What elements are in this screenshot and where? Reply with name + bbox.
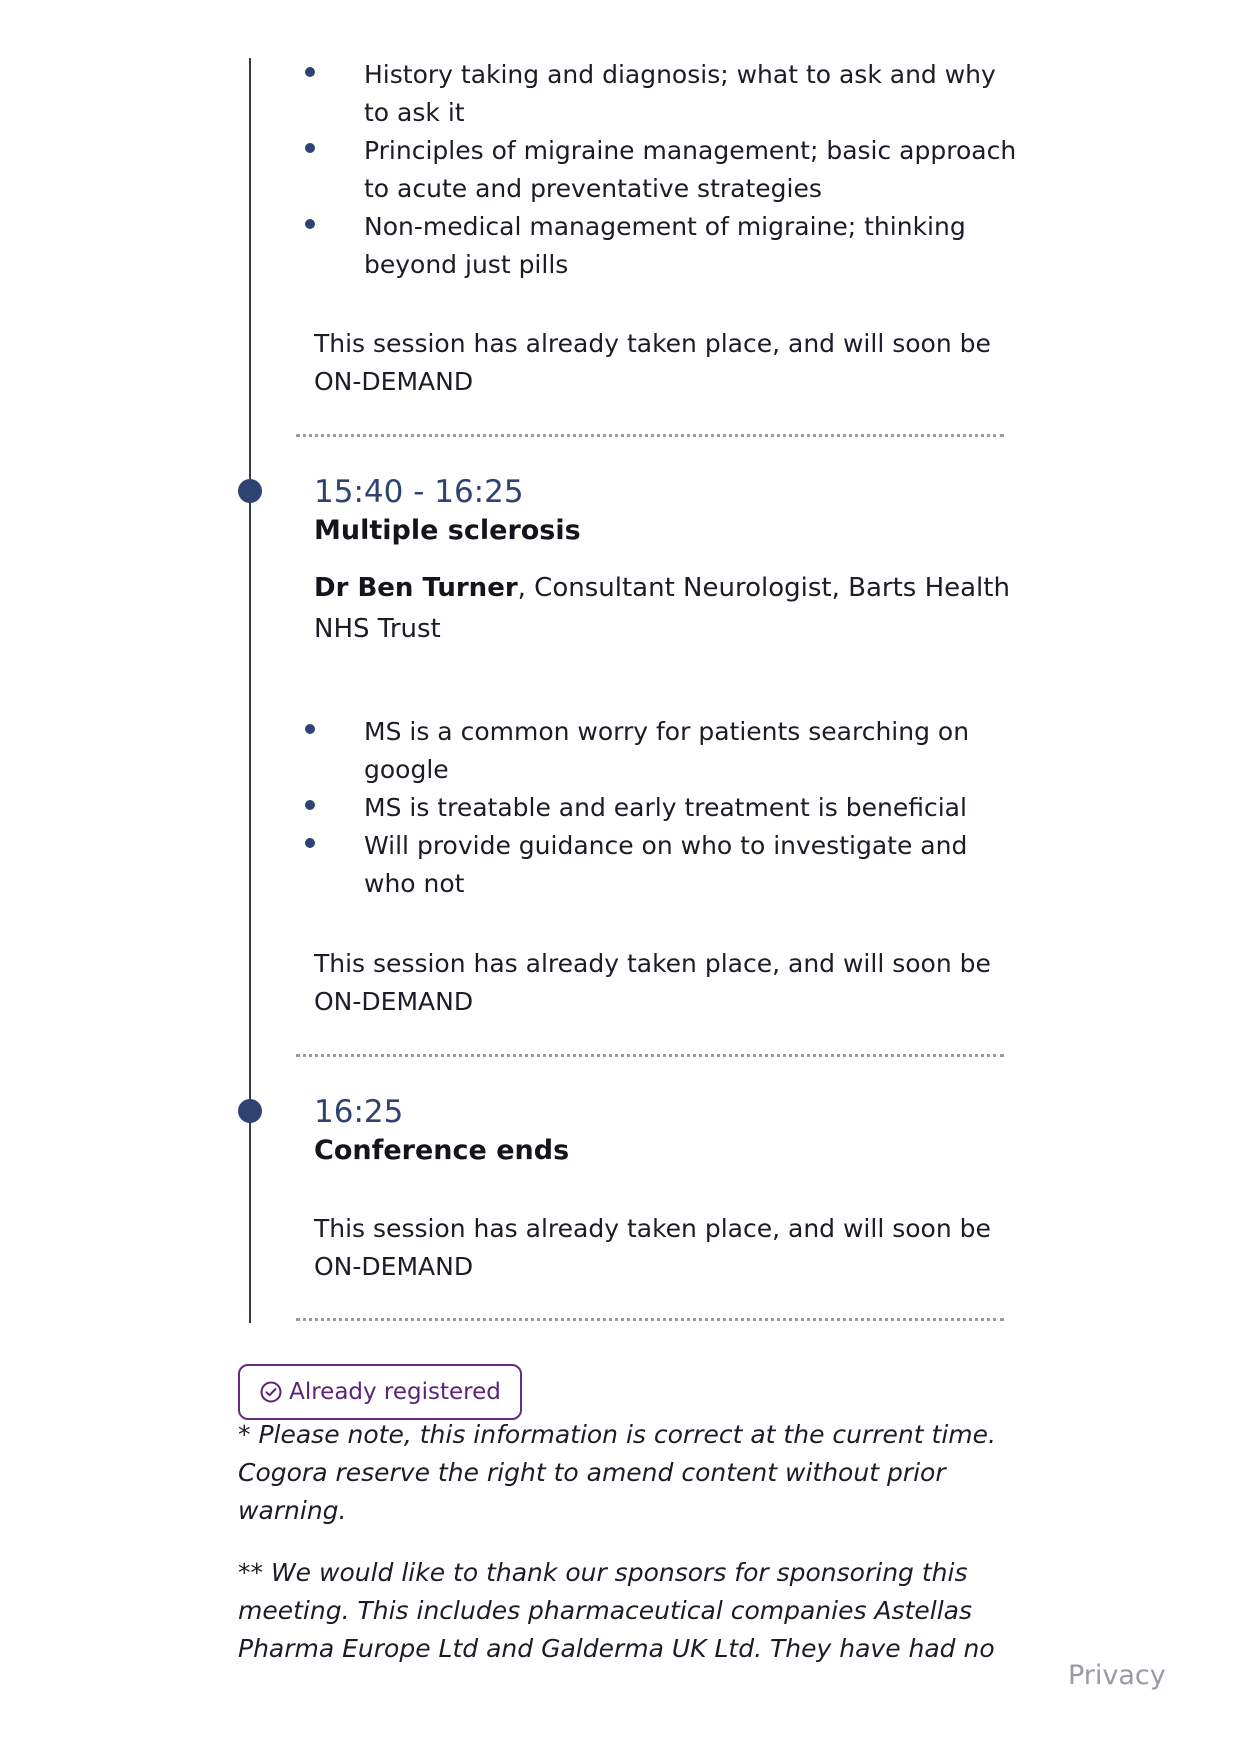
- session-ms-note: This session has already taken place, and will soon be ON-DEMAND: [314, 949, 991, 1016]
- disclaimer-note-2: ** We would like to thank our sponsors for sponsoring this meeting. This includes pharmaceutical companies Astellas Pharma Europe Ltd and Galderma UK Ltd. They have had no: [238, 1558, 995, 1663]
- list-item: Non-medical management of migraine; thinking beyond just pills: [300, 208, 1020, 284]
- check-circle-icon: [259, 1380, 283, 1404]
- session-end: [314, 1092, 1014, 1170]
- divider: [296, 1318, 1004, 1321]
- session-title: Conference ends: [314, 1135, 570, 1166]
- list-item: Will provide guidance on who to investigate and who not: [300, 827, 1020, 903]
- list-item: MS is a common worry for patients searching on google: [300, 713, 1020, 789]
- session-prev-bullets: [300, 56, 1020, 284]
- disclaimer-note-1: * Please note, this information is correct at the current time. Cogora reserve the right to amend content without prior warning.: [238, 1420, 996, 1525]
- list-item: MS is treatable and early treatment is beneficial: [300, 789, 1020, 827]
- session-time: 15:40 - 16:25: [314, 474, 524, 510]
- list-item: Principles of migraine management; basic approach to acute and preventative strategies: [300, 132, 1020, 208]
- divider: [296, 1054, 1004, 1057]
- bullet-icon: [305, 143, 315, 153]
- bullet-icon: [305, 838, 315, 848]
- speaker-role: , Consultant Neurologist, Barts Health NHS Trust: [314, 573, 1010, 644]
- speaker-name: Dr Ben Turner: [314, 573, 518, 603]
- session-title: Multiple sclerosis: [314, 515, 581, 546]
- privacy-link[interactable]: Privacy: [1068, 1660, 1166, 1691]
- session-ms-bullets: [300, 713, 1020, 903]
- session-time: 16:25: [314, 1094, 404, 1130]
- bullet-icon: [305, 724, 315, 734]
- list-item: History taking and diagnosis; what to ask and why to ask it: [300, 56, 1020, 132]
- already-registered-button[interactable]: [238, 1364, 522, 1420]
- bullet-icon: [305, 67, 315, 77]
- timeline-dot: [238, 1099, 262, 1123]
- timeline-dot: [238, 479, 262, 503]
- timeline-line: [249, 58, 251, 1323]
- bullet-icon: [305, 219, 315, 229]
- session-ms: [314, 472, 1014, 650]
- already-registered-label: Already registered: [289, 1379, 501, 1405]
- session-speaker: [314, 568, 1014, 650]
- session-end-note: This session has already taken place, and will soon be ON-DEMAND: [314, 1214, 991, 1281]
- bullet-icon: [305, 800, 315, 810]
- divider: [296, 434, 1004, 437]
- session-prev-note: This session has already taken place, and will soon be ON-DEMAND: [314, 329, 991, 396]
